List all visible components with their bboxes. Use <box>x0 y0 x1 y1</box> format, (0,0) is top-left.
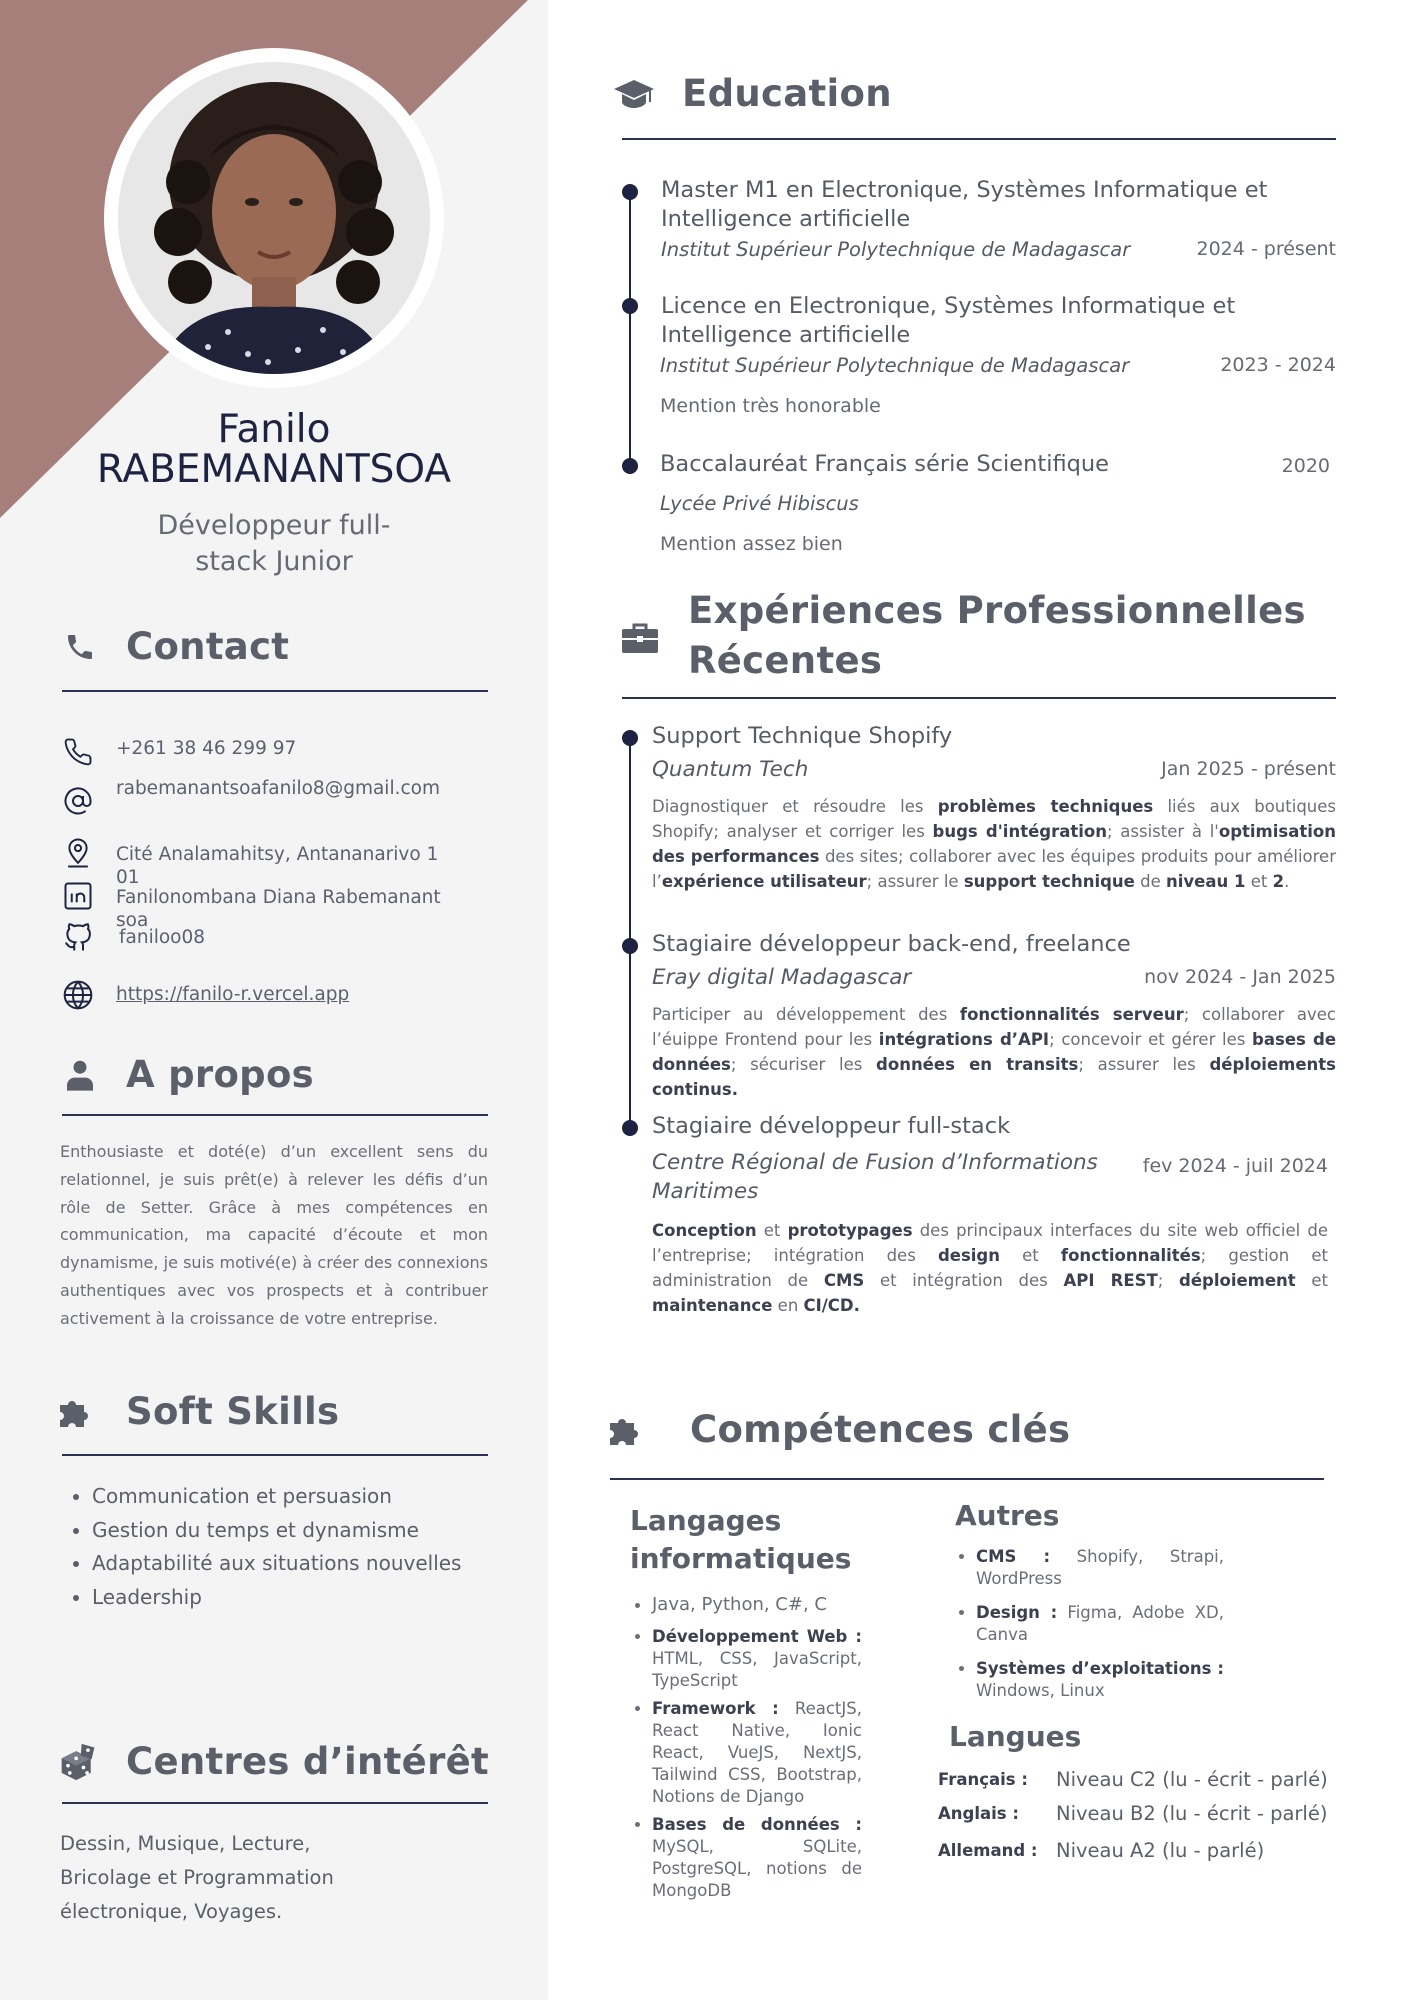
education-mention: Mention très honorable <box>660 395 881 417</box>
skill-value: Figma, Adobe XD, Canva <box>976 1603 1225 1644</box>
interests-title: Centres d’intérêt <box>126 1740 489 1783</box>
list-item: • Gestion du temps et dynamisme <box>92 1514 472 1548</box>
list-item <box>652 1626 862 1692</box>
languages-list <box>652 1594 862 1908</box>
soft-skills-heading <box>56 1390 339 1433</box>
description-emphasis: Conception <box>652 1221 757 1240</box>
timeline-dot <box>622 938 638 954</box>
about-title: A propos <box>126 1053 314 1096</box>
profile-photo <box>118 62 430 374</box>
experience-company: Quantum Tech <box>652 757 809 782</box>
role-line-1: Développeur full- <box>157 510 391 541</box>
lang-level: Niveau B2 (lu - écrit - parlé) <box>1056 1802 1328 1825</box>
description-emphasis: problèmes techniques <box>937 797 1154 816</box>
contact-rule <box>62 690 488 692</box>
education-heading <box>614 72 892 115</box>
email-address[interactable]: rabemanantsoafanilo8@gmail.com <box>116 778 440 799</box>
skill-label: CMS : <box>976 1547 1051 1566</box>
contact-github[interactable] <box>60 920 449 956</box>
role-line-2: stack Junior <box>195 546 353 577</box>
languages-title-line-2: informatiques <box>630 1542 852 1575</box>
user-icon <box>60 1055 100 1095</box>
soft-skills-rule <box>62 1454 488 1456</box>
skills-rule <box>610 1478 1324 1480</box>
description-emphasis: bases de données <box>652 1030 1337 1074</box>
skill-label: Framework : <box>652 1699 779 1718</box>
skills-heading <box>606 1408 1070 1451</box>
languages-title-line-1: Langages <box>630 1504 782 1537</box>
experience-description: Diagnostiquer et résoudre les problèmes techniques liés aux boutiques Shopify; analyser et corriger les bugs d'intégration; assister à l'optimisation des performances des sites; collaborer avec les équipes produits pour améliorer l’expérience utilisateur; assurer le support technique de niveau 1 et 2. <box>652 797 1336 891</box>
description-emphasis: bugs d'intégration <box>932 822 1107 841</box>
description-emphasis: prototypages <box>787 1221 913 1240</box>
contact-email[interactable] <box>60 777 446 819</box>
education-degree <box>661 176 1301 234</box>
github-icon <box>60 920 96 956</box>
description-emphasis: niveau 1 <box>1166 872 1246 891</box>
timeline-dot <box>622 1120 638 1136</box>
skill-label: Systèmes d’exploitations : <box>976 1659 1224 1678</box>
company-line-1: Centre Régional de Fusion d’Informations <box>652 1150 1098 1175</box>
interests-line-1: Dessin, Musique, Lecture, <box>60 1832 311 1855</box>
timeline-dot <box>622 184 638 200</box>
description-emphasis: expérience utilisateur <box>661 872 867 891</box>
description-emphasis: optimisation des performances <box>652 822 1336 866</box>
timeline-dot <box>622 730 638 746</box>
description-emphasis: maintenance <box>652 1296 773 1315</box>
address-text: Cité Analamahitsy, Antananarivo 101 <box>116 844 439 888</box>
list-item <box>976 1602 1224 1646</box>
education-rule <box>622 138 1336 140</box>
at-sign-icon <box>60 783 96 819</box>
list-item: • Leadership <box>92 1581 472 1615</box>
puzzle-icon <box>56 1392 96 1432</box>
soft-skills-list <box>92 1480 472 1614</box>
list-item: • Communication et persuasion <box>92 1480 472 1514</box>
others-list <box>976 1546 1224 1708</box>
description-emphasis: déploiements continus. <box>652 1055 1336 1099</box>
location-pin-icon <box>60 835 96 871</box>
timeline-dot <box>622 458 638 474</box>
contact-website[interactable] <box>60 977 446 1013</box>
experience-title-line-1: Expériences Professionnelles <box>688 589 1306 632</box>
lang-row <box>938 1839 1264 1862</box>
description-emphasis: données en transits <box>876 1055 1079 1074</box>
degree-line-2: Intelligence artificielle <box>661 322 911 348</box>
contact-title: Contact <box>126 625 290 668</box>
interests-text <box>60 1827 460 1929</box>
skill-value: HTML, CSS, JavaScript, TypeScript <box>652 1649 862 1690</box>
others-subtitle: Autres <box>955 1499 1060 1532</box>
education-school: Lycée Privé Hibiscus <box>660 492 859 515</box>
list-item <box>652 1814 862 1902</box>
interests-heading <box>58 1740 489 1783</box>
education-degree <box>661 292 1301 350</box>
contact-phone <box>60 734 446 770</box>
description-emphasis: intégrations d’API <box>878 1030 1050 1049</box>
puzzle-icon <box>606 1410 646 1450</box>
list-item <box>652 1594 862 1616</box>
description-emphasis: design <box>937 1246 1000 1265</box>
skill-value: Java, Python, C#, C <box>652 1594 827 1615</box>
skill-value: MySQL, SQLite, PostgreSQL, notions de MongoDB <box>652 1837 862 1900</box>
experience-description: Conception et prototypages des principaux interfaces du site web officiel de l’entreprise; intégration des design et fonctionnalités; gestion et administration de CMS et intégration des API REST; déploiement et maintenance en CI/CD. <box>652 1221 1328 1315</box>
description-emphasis: fonctionnalités <box>1060 1246 1201 1265</box>
lang-row <box>938 1768 1328 1791</box>
education-date: 2020 <box>1281 455 1330 477</box>
education-timeline <box>629 192 631 464</box>
about-text: Enthousiaste et doté(e) d’un excellent sens du relationnel, je suis prêt(e) à relever les défis d’un rôle de Setter. Grâce à mes compétences en communication, ma capacité d’écoute et mon dynamisme, je suis motivé(e) à créer des connexions authentiques avec vos prospects et à contribuer activement à la croissance de votre entreprise. <box>60 1142 488 1328</box>
experience-job-title: Stagiaire développeur full-stack <box>652 1113 1011 1139</box>
linkedin-icon <box>60 878 96 914</box>
description-emphasis: CMS <box>823 1271 865 1290</box>
langs-subtitle: Langues <box>949 1720 1082 1753</box>
skill-label: Développement Web : <box>652 1627 862 1646</box>
lang-level: Niveau C2 (lu - écrit - parlé) <box>1056 1768 1328 1791</box>
experience-timeline <box>629 745 631 1125</box>
education-date: 2024 - présent <box>1196 238 1336 260</box>
interests-rule <box>62 1802 488 1804</box>
list-item <box>652 1698 862 1808</box>
description-emphasis: fonctionnalités serveur <box>959 1005 1184 1024</box>
about-rule <box>62 1114 488 1116</box>
about-heading <box>60 1053 314 1096</box>
education-school: Institut Supérieur Polytechnique de Madagascar <box>661 238 1131 261</box>
profile-role <box>40 508 508 580</box>
experience-job-title: Support Technique Shopify <box>652 723 953 749</box>
description-emphasis: support technique <box>963 872 1135 891</box>
degree-line-1: Baccalauréat Français série Scientifique <box>660 451 1110 477</box>
interests-line-2: Bricolage et Programmation <box>60 1866 334 1889</box>
list-item: • Adaptabilité aux situations nouvelles <box>92 1547 472 1581</box>
experience-date: fev 2024 - juil 2024 <box>1142 1155 1328 1177</box>
experience-company: Eray digital Madagascar <box>652 965 912 990</box>
profile-name <box>40 407 508 492</box>
education-school: Institut Supérieur Polytechnique de Madagascar <box>660 354 1130 377</box>
list-item <box>976 1658 1224 1702</box>
first-name: Fanilo <box>217 407 331 452</box>
phone-icon <box>60 627 100 667</box>
linkedin-name[interactable]: Fanilonombana Diana Rabemanantsoa <box>116 887 441 931</box>
description-emphasis: API REST <box>1063 1271 1158 1290</box>
education-title: Education <box>682 72 892 115</box>
education-date: 2023 - 2024 <box>1220 354 1336 376</box>
timeline-dot <box>622 298 638 314</box>
languages-subtitle <box>630 1502 851 1578</box>
graduation-cap-icon <box>614 74 654 114</box>
phone-outline-icon <box>60 734 96 770</box>
skill-value: Windows, Linux <box>976 1681 1105 1700</box>
skills-title: Compétences clés <box>690 1408 1071 1451</box>
degree-line-1: Licence en Electronique, Systèmes Informatique et <box>661 293 1236 319</box>
briefcase-icon <box>620 618 660 658</box>
degree-line-1: Master M1 en Electronique, Systèmes Informatique et <box>661 177 1268 203</box>
experience-title <box>688 586 1306 686</box>
experience-rule <box>622 697 1336 699</box>
globe-icon <box>60 977 96 1013</box>
lang-level: Niveau A2 (lu - parlé) <box>1056 1839 1265 1862</box>
dice-icon <box>58 1742 98 1782</box>
description-emphasis: CI/CD. <box>803 1296 860 1315</box>
experience-title-line-2: Récentes <box>688 639 883 682</box>
description-emphasis: déploiement <box>1179 1271 1296 1290</box>
degree-line-2: Intelligence artificielle <box>661 206 911 232</box>
last-name: RABEMANANTSOA <box>96 447 452 492</box>
skill-label: Bases de données : <box>652 1815 862 1834</box>
contact-heading <box>60 625 289 668</box>
experience-description: Participer au développement des fonctionnalités serveur; collaborer avec l’éuippe Frontend pour les intégrations d’API; concevoir et gérer les bases de données; sécuriser les données en transits; assurer les déploiements continus. <box>652 1005 1337 1099</box>
experience-date: nov 2024 - Jan 2025 <box>1144 966 1336 988</box>
website-link[interactable]: https://fanilo-r.vercel.app <box>116 984 350 1005</box>
lang-row <box>938 1802 1327 1825</box>
description-emphasis: 2 <box>1272 872 1285 891</box>
experience-heading <box>620 586 1306 686</box>
skill-value: Shopify, Strapi, WordPress <box>976 1547 1224 1588</box>
list-item <box>976 1546 1224 1590</box>
soft-skills-title: Soft Skills <box>126 1390 340 1433</box>
experience-date: Jan 2025 - présent <box>1161 758 1336 780</box>
lang-label: Anglais : <box>938 1804 1019 1823</box>
experience-company <box>652 1148 1132 1206</box>
company-line-2: Maritimes <box>652 1179 759 1204</box>
experience-job-title: Stagiaire développeur back-end, freelance <box>652 931 1131 957</box>
skill-value: ReactJS, React Native, Ionic React, VueJS, NextJS, Tailwind CSS, Bootstrap, Notions de Django <box>652 1699 862 1806</box>
lang-label: Français : <box>938 1770 1028 1789</box>
interests-line-3: électronique, Voyages. <box>60 1900 283 1923</box>
lang-label: Allemand : <box>938 1841 1038 1860</box>
phone-number: +261 38 46 299 97 <box>116 738 297 759</box>
skill-label: Design : <box>976 1603 1058 1622</box>
github-username[interactable]: faniloo08 <box>119 927 206 948</box>
education-mention: Mention assez bien <box>660 533 843 555</box>
